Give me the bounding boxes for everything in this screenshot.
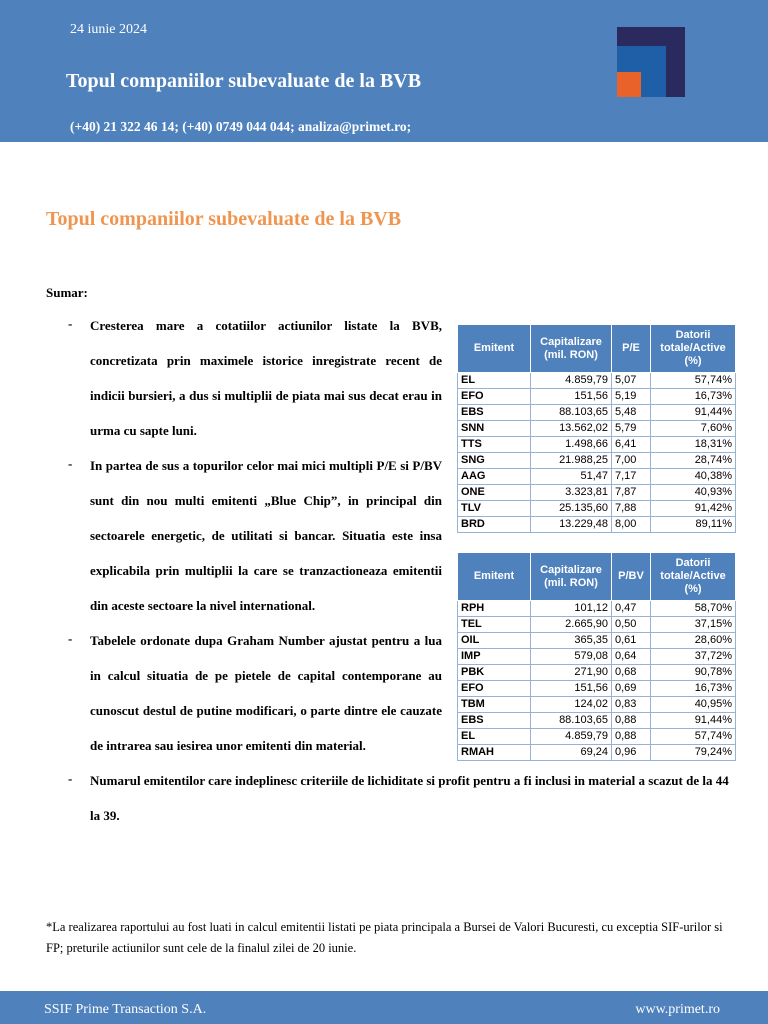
issuer-cell: OIL xyxy=(458,633,531,649)
market-cap-cell: 2.665,90 xyxy=(531,617,612,633)
pbv-cell: 0,96 xyxy=(612,745,651,761)
table-row xyxy=(458,517,736,533)
issuer-cell: TLV xyxy=(458,501,531,517)
column-header: Datorii totale/Active (%) xyxy=(651,325,736,373)
issuer-cell: AAG xyxy=(458,469,531,485)
column-header: P/E xyxy=(612,325,651,373)
issuer-cell: SNN xyxy=(458,421,531,437)
pe-cell: 7,87 xyxy=(612,485,651,501)
pe-cell: 8,00 xyxy=(612,517,651,533)
bullet-text: Cresterea mare a cotatiilor actiunilor listate la BVB, concretizata prin maximele istorice inregistrate recent de indicii bursieri, a dus si multiplii de piata mai sus decat erau in urma cu sapte luni. xyxy=(90,318,442,438)
debt-ratio-cell: 28,60% xyxy=(651,633,736,649)
market-cap-cell: 88.103,65 xyxy=(531,405,612,421)
table-row xyxy=(458,421,736,437)
pbv-cell: 0,83 xyxy=(612,697,651,713)
debt-ratio-cell: 91,44% xyxy=(651,405,736,421)
market-cap-cell: 13.229,48 xyxy=(531,517,612,533)
pbv-ratio-table xyxy=(457,552,736,761)
table-row xyxy=(458,405,736,421)
table-row xyxy=(458,713,736,729)
bullet-dash: - xyxy=(68,316,73,331)
issuer-cell: EBS xyxy=(458,405,531,421)
column-header: Capitalizare (mil. RON) xyxy=(531,553,612,601)
market-cap-cell: 271,90 xyxy=(531,665,612,681)
table-row xyxy=(458,373,736,389)
footer-website-link[interactable]: www.primet.ro xyxy=(635,1002,720,1017)
market-cap-cell: 151,56 xyxy=(531,389,612,405)
debt-ratio-cell: 40,93% xyxy=(651,485,736,501)
table-row xyxy=(458,697,736,713)
header-title: Topul companiilor subevaluate de la BVB xyxy=(66,70,422,92)
table-row xyxy=(458,437,736,453)
debt-ratio-cell: 7,60% xyxy=(651,421,736,437)
column-header: P/BV xyxy=(612,553,651,601)
issuer-cell: EL xyxy=(458,729,531,745)
table-row xyxy=(458,469,736,485)
issuer-cell: RPH xyxy=(458,601,531,617)
issuer-cell: PBK xyxy=(458,665,531,681)
table-row xyxy=(458,649,736,665)
market-cap-cell: 101,12 xyxy=(531,601,612,617)
bullet-dash: - xyxy=(68,771,73,786)
market-cap-cell: 21.988,25 xyxy=(531,453,612,469)
table-row xyxy=(458,665,736,681)
pe-cell: 7,88 xyxy=(612,501,651,517)
pe-cell: 6,41 xyxy=(612,437,651,453)
market-cap-cell: 365,35 xyxy=(531,633,612,649)
bullet-text: In partea de sus a topurilor celor mai mici multipli P/E si P/BV sunt din nou multi emitenti „Blue Chip”, in principal din sectoarele energetic, de utilitati si bancar. Situatia este insa explicabila prin multiplii la care se tranzactioneaza emitentii din aceste sectoare la nivel international. xyxy=(90,458,442,613)
debt-ratio-cell: 57,74% xyxy=(651,729,736,745)
issuer-cell: ONE xyxy=(458,485,531,501)
report-date: 24 iunie 2024 xyxy=(70,22,147,37)
table-row xyxy=(458,745,736,761)
market-cap-cell: 151,56 xyxy=(531,681,612,697)
bullet-text: Numarul emitentilor care indeplinesc criteriile de lichiditate si profit pentru a fi inclusi in material a scazut de la 44 la 39. xyxy=(90,773,729,823)
pbv-cell: 0,64 xyxy=(612,649,651,665)
debt-ratio-cell: 89,11% xyxy=(651,517,736,533)
pe-cell: 5,79 xyxy=(612,421,651,437)
issuer-cell: EL xyxy=(458,373,531,389)
contact-info: (+40) 21 322 46 14; (+40) 0749 044 044; analiza@primet.ro; xyxy=(70,119,412,134)
debt-ratio-cell: 79,24% xyxy=(651,745,736,761)
debt-ratio-cell: 16,73% xyxy=(651,389,736,405)
footer-company: SSIF Prime Transaction S.A. xyxy=(44,1002,207,1017)
table-row xyxy=(458,453,736,469)
pbv-cell: 0,47 xyxy=(612,601,651,617)
bullet-text: Tabelele ordonate dupa Graham Number ajustat pentru a lua in calcul situatia de pe pietele de capital contemporane au cunoscut destul de putine modificari, o parte dintre ele cauzate de intrarea sau iesirea unor emitenti din material. xyxy=(90,633,442,753)
pbv-cell: 0,50 xyxy=(612,617,651,633)
market-cap-cell: 4.859,79 xyxy=(531,729,612,745)
market-cap-cell: 25.135,60 xyxy=(531,501,612,517)
pbv-cell: 0,88 xyxy=(612,713,651,729)
pe-cell: 5,07 xyxy=(612,373,651,389)
column-header: Emitent xyxy=(458,325,531,373)
debt-ratio-cell: 91,44% xyxy=(651,713,736,729)
table-row xyxy=(458,617,736,633)
pe-cell: 7,17 xyxy=(612,469,651,485)
pe-cell: 5,19 xyxy=(612,389,651,405)
pe-ratio-table xyxy=(457,324,736,533)
summary-label: Sumar: xyxy=(46,285,88,300)
issuer-cell: BRD xyxy=(458,517,531,533)
debt-ratio-cell: 58,70% xyxy=(651,601,736,617)
pbv-cell: 0,61 xyxy=(612,633,651,649)
issuer-cell: EBS xyxy=(458,713,531,729)
pbv-cell: 0,88 xyxy=(612,729,651,745)
issuer-cell: EFO xyxy=(458,681,531,697)
table-row xyxy=(458,729,736,745)
issuer-cell: SNG xyxy=(458,453,531,469)
document-title: Topul companiilor subevaluate de la BVB xyxy=(46,208,402,230)
table-row xyxy=(458,633,736,649)
column-header: Emitent xyxy=(458,553,531,601)
debt-ratio-cell: 57,74% xyxy=(651,373,736,389)
issuer-cell: TBM xyxy=(458,697,531,713)
table-row xyxy=(458,601,736,617)
footnote: *La realizarea raportului au fost luati in calcul emitentii listati pe piata principala a Bursei de Valori Bucuresti, cu exceptia SIF-urilor si FP; preturile actiunilor sunt cele de la finalul zilei de 20 iunie. xyxy=(46,920,723,955)
market-cap-cell: 579,08 xyxy=(531,649,612,665)
table-row xyxy=(458,501,736,517)
market-cap-cell: 4.859,79 xyxy=(531,373,612,389)
market-cap-cell: 13.562,02 xyxy=(531,421,612,437)
market-cap-cell: 1.498,66 xyxy=(531,437,612,453)
debt-ratio-cell: 16,73% xyxy=(651,681,736,697)
pe-cell: 5,48 xyxy=(612,405,651,421)
column-header: Datorii totale/Active (%) xyxy=(651,553,736,601)
table-row xyxy=(458,485,736,501)
market-cap-cell: 3.323,81 xyxy=(531,485,612,501)
pbv-cell: 0,68 xyxy=(612,665,651,681)
market-cap-cell: 51,47 xyxy=(531,469,612,485)
pbv-cell: 0,69 xyxy=(612,681,651,697)
market-cap-cell: 69,24 xyxy=(531,745,612,761)
footer-banner xyxy=(0,991,768,1024)
column-header: Capitalizare (mil. RON) xyxy=(531,325,612,373)
debt-ratio-cell: 18,31% xyxy=(651,437,736,453)
company-logo xyxy=(617,27,685,97)
market-cap-cell: 124,02 xyxy=(531,697,612,713)
debt-ratio-cell: 90,78% xyxy=(651,665,736,681)
issuer-cell: EFO xyxy=(458,389,531,405)
table-row xyxy=(458,389,736,405)
debt-ratio-cell: 40,95% xyxy=(651,697,736,713)
bullet-dash: - xyxy=(68,456,73,471)
market-cap-cell: 88.103,65 xyxy=(531,713,612,729)
issuer-cell: IMP xyxy=(458,649,531,665)
issuer-cell: TEL xyxy=(458,617,531,633)
issuer-cell: TTS xyxy=(458,437,531,453)
issuer-cell: RMAH xyxy=(458,745,531,761)
table-row xyxy=(458,681,736,697)
pe-cell: 7,00 xyxy=(612,453,651,469)
header-banner xyxy=(0,0,768,142)
debt-ratio-cell: 37,72% xyxy=(651,649,736,665)
bullet-dash: - xyxy=(68,631,73,646)
debt-ratio-cell: 40,38% xyxy=(651,469,736,485)
debt-ratio-cell: 28,74% xyxy=(651,453,736,469)
debt-ratio-cell: 91,42% xyxy=(651,501,736,517)
debt-ratio-cell: 37,15% xyxy=(651,617,736,633)
